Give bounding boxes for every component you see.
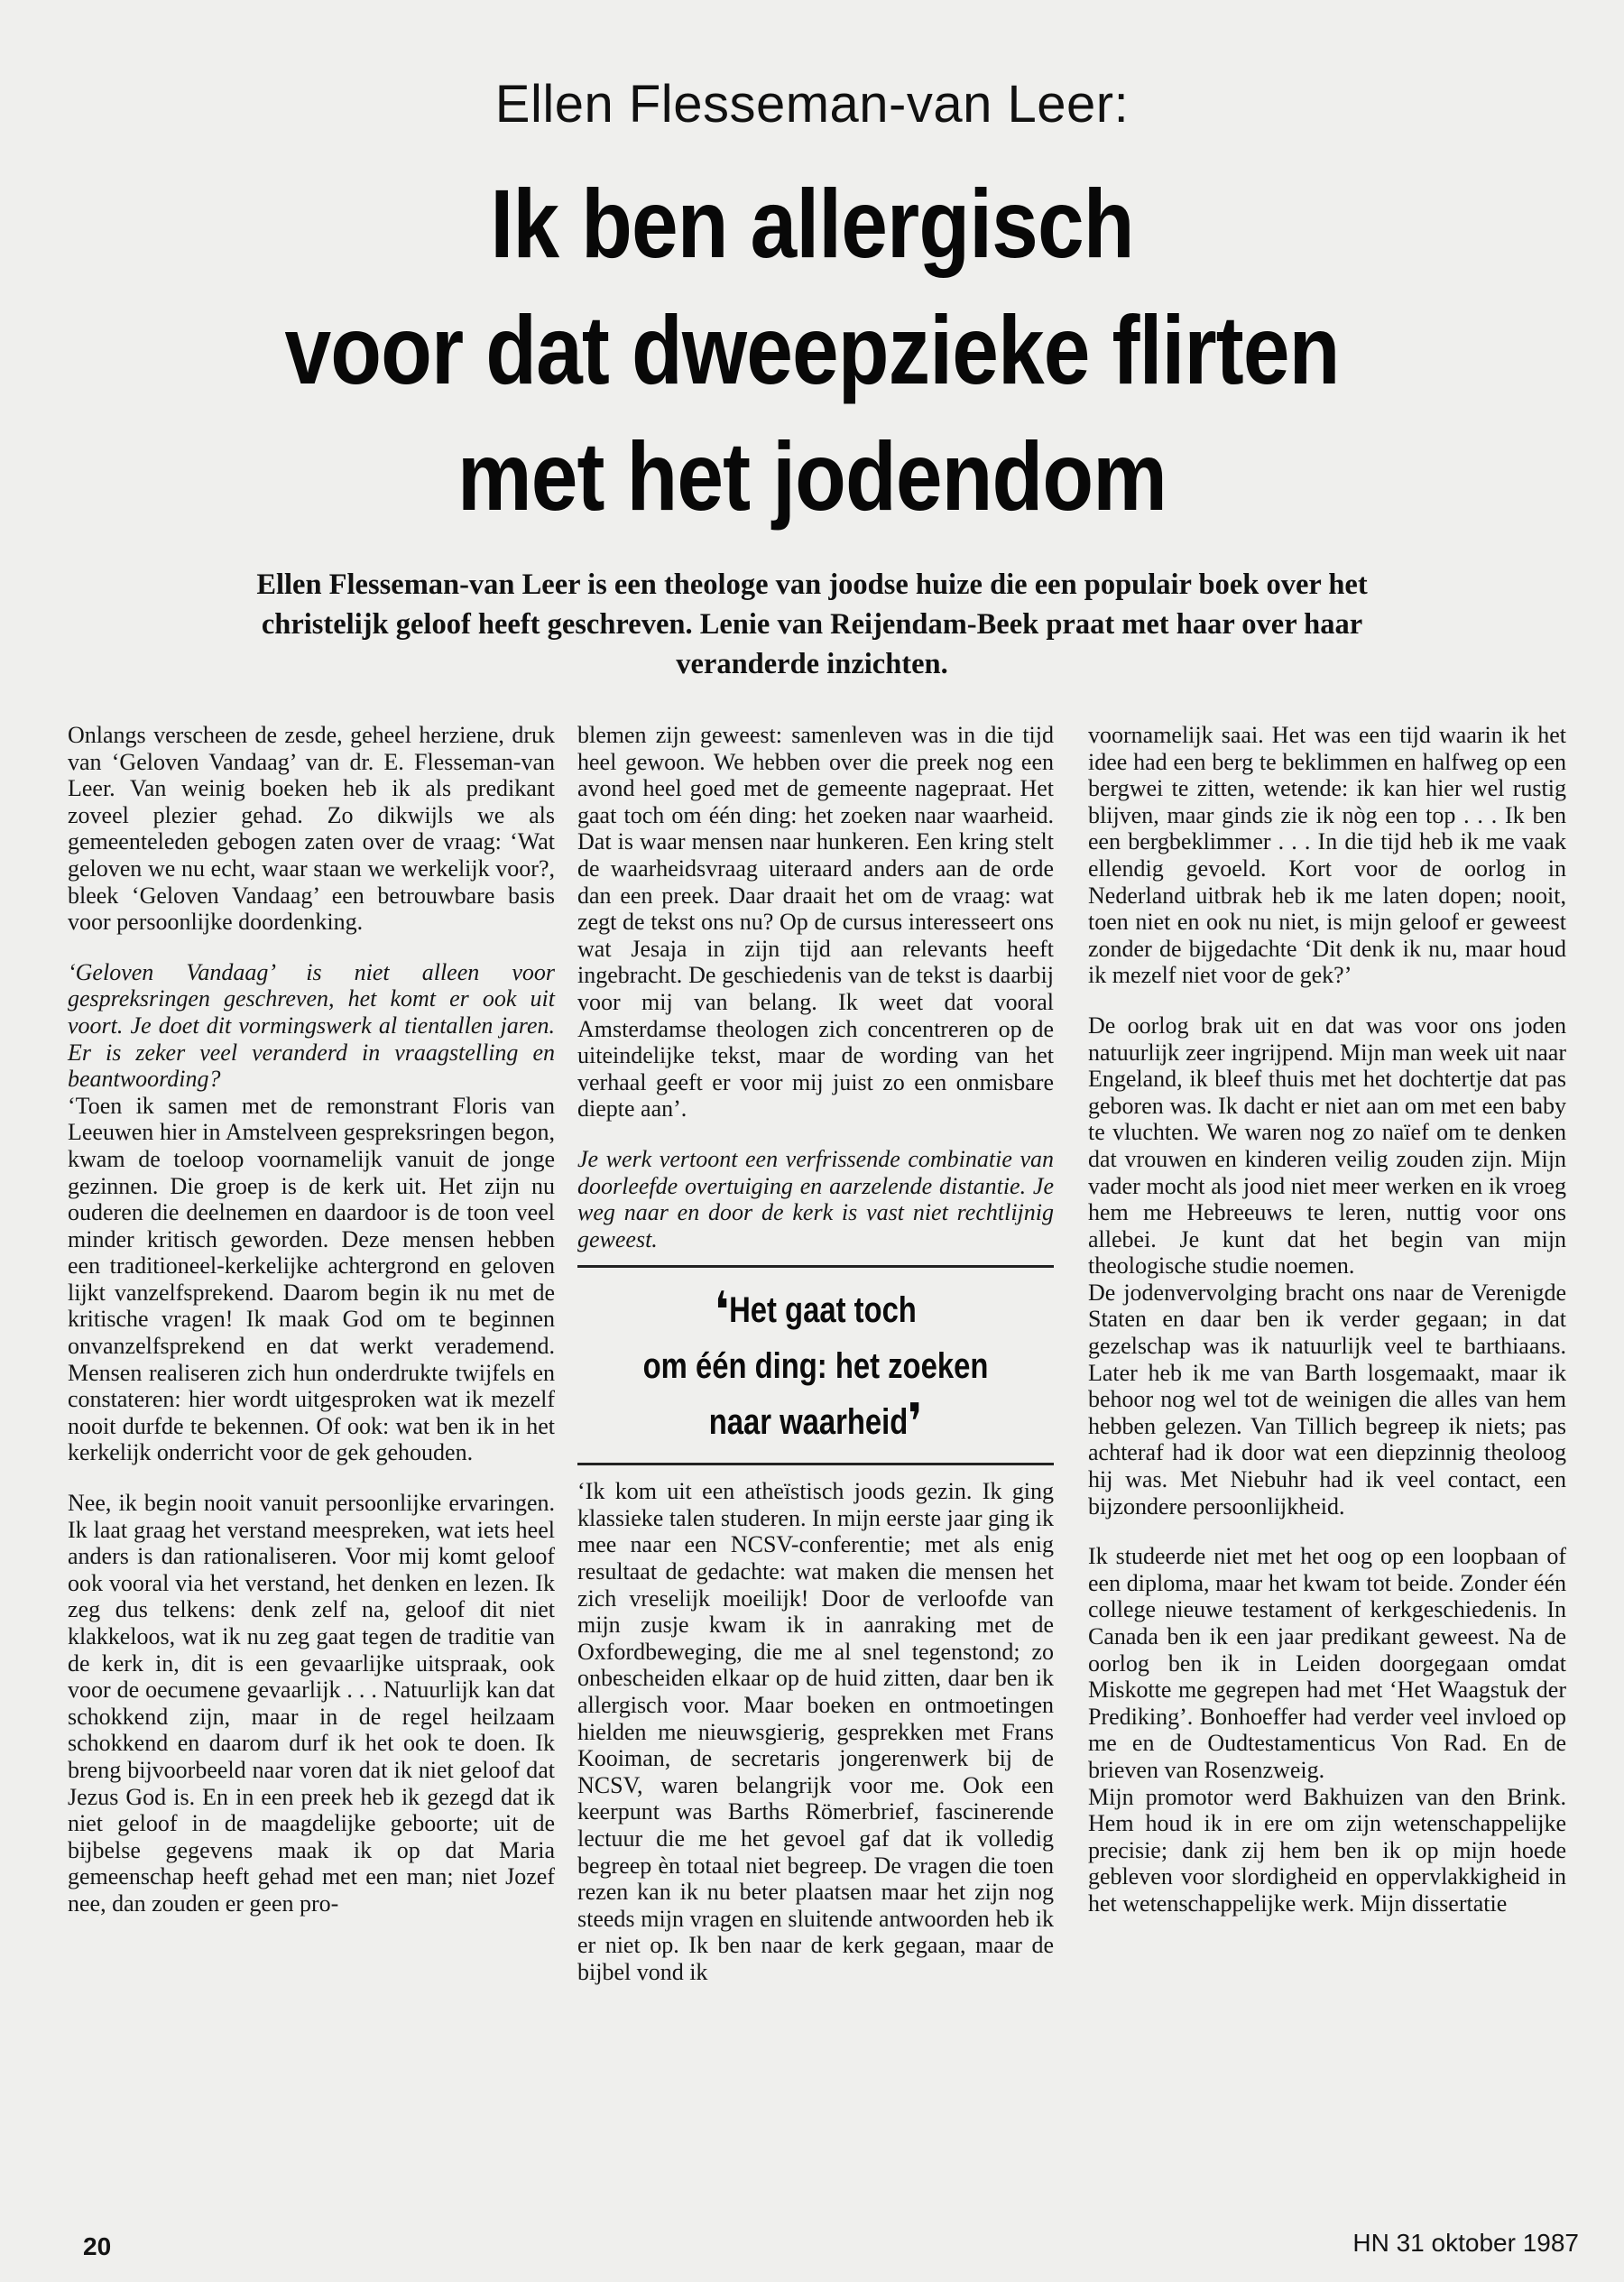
paragraph: Onlangs verscheen de zesde, geheel herziene, druk van ‘Geloven Vandaag’ van dr. E. Flesseman-van Leer. Van weinig boeken heb ik als predikant zoveel plezier gehad. Zo dikwijls we als gemeenteleden gebogen zaten over de vraag: ‘Wat geloven we nu echt, waar staan we werkelijk voor?, bleek ‘Geloven Vandaag’ een betrouwbare basis voor persoonlijke doordenking. [68,722,555,936]
pull-quote-line-1: Het gaat toch [729,1290,917,1331]
interview-question: Je werk vertoont een verfrissende combinatie van doorleefde overtuiging en aarzelende distantie. Je weg naar en door de kerk is vast niet rechtlijnig geweest. [577,1145,1054,1252]
paragraph: Mijn promotor werd Bakhuizen van den Brink. Hem houd ik in ere om zijn wetenschappelijke precisie; dank zij hem ben ik op mijn hoede gebleven voor slordigheid en oppervlakkigheid in het wetenschappelijke werk. Mijn dissertatie [1088,1783,1566,1917]
page-number: 20 [83,2232,112,2260]
paragraph: De oorlog brak uit en dat was voor ons joden natuurlijk zeer ingrijpend. Mijn man week uit naar Engeland, ik bleef thuis met het dochtertje dat pas geboren was. Ik dacht er niet aan om met een baby te vluchten. We waren nog zo naïef om te denken dat vrouwen en kinderen veilig zouden zijn. Mijn vader mocht als jood niet meer werken en ik vroeg hem me Hebreeuws te leren, nuttig voor ons allebei. Je kunt dat het begin van mijn theologische studie noemen. [1088,1012,1566,1280]
headline-line-1: Ik ben allergisch [490,169,1134,278]
paragraph: Nee, ik begin nooit vanuit persoonlijke ervaringen. Ik laat graag het verstand meespreken, wat iets heel anders is dan rationaliseren. Voor mij komt geloof ook vooral via het verstand, het denken en lezen. Ik zeg dus telkens: denk zelf na, geloof dit niet klakkeloos, wat ik nu zeg gaat tegen de traditie van de kerk in, dit is een gevaarlijke uitspraak, ook voor de oecumene gevaarlijk . . . Natuurlijk kan dat schokkend zijn, maar in de regel heilzaam schokkend en daarom durf ik het ook te doen. Ik breng bijvoorbeeld naar voren dat ik niet geloof dat Jezus God is. En in een preek heb ik gezegd dat ik niet geloof in de maagdelijke geboorte; uit de bijbelse gegevens maak ik op dat Maria gemeenschap heeft gehad met een man; niet Jozef nee, dan zouden er geen pro- [68,1490,555,1917]
column-2 [577,722,1054,1986]
column-3 [1088,722,1566,1917]
interview-question: ‘Geloven Vandaag’ is niet alleen voor gespreksringen geschreven, het komt er ook uit voort. Je doet dit vormingswerk al tientallen jaren. Er is zeker veel veranderd in vraagstelling en beantwoording? [68,958,555,1093]
kicker-byline: Ellen Flesseman-van Leer: [494,75,1130,134]
pull-quote-bottom-rule [577,1463,1054,1465]
paragraph: blemen zijn geweest: samenleven was in die tijd heel gewoon. We hebben over die preek nog een avond heel goed met de gemeente nagepraat. Het gaat toch om één ding: het zoeken naar waarheid. Dat is waar mensen naar hunkeren. Een kring stelt de waarheidsvraag uiteraard anders aan de orde dan een preek. Daar draait het om de vraag: wat zegt de tekst ons nu? Op de cursus interesseert ons wat Jesaja in zijn tijd aan relevants heeft ingebracht. De geschiedenis van de tekst is daarbij voor mij van belang. Ik weet dat vooral Amsterdamse theologen zich concentreren op de uiteindelijke tekst, maar de wording van het verhaal geeft er voor mij juist zo een onmisbare diepte aan’. [577,722,1054,1123]
paragraph: voornamelijk saai. Het was een tijd waarin ik het idee had een berg te beklimmen en halfweg op een bergwei te zitten, wetende: ik kan hier wel rustig blijven, maar ginds zie ik nòg een top . . . Ik ben een bergbeklimmer . . . In die tijd heb ik me vaak ellendig gevoeld. Kort voor de oorlog in Nederland uitbrak heb ik me laten dopen; nooit, toen niet en ook nu niet, is mijn geloof er geweest zonder de bijgedachte ‘Dit denk ik nu, maar houd ik mezelf niet voor de gek?’ [1088,722,1566,989]
pull-quote-line-3: naar waarheid [708,1402,909,1443]
open-quote-mark: ❛ [715,1281,730,1339]
intro-lead: Ellen Flesseman-van Leer is een theologe van joodse huize die een populair boek over het christelijk geloof heeft geschreven. Lenie van Reijendam-Beek praat met haar over haar veranderde inzichten. [256,568,1368,680]
pull-quote-line-2: om één ding: het zoeken [642,1346,989,1387]
headline-line-2: voor dat dweepzieke flirten [284,295,1340,404]
paragraph: Ik studeerde niet met het oog op een loopbaan of een diploma, maar het kwam tot beide. Zonder één college nieuwe testament of kerkgeschiedenis. In Canada ben ik een jaar predikant geweest. Na de oorlog ben ik in Leiden doorgegaan omdat Miskotte me gegrepen had met ‘Het Waagstuk der Prediking’. Bonhoeffer had verder veel invloed op me en de Oudtestamenticus Von Rad. En de brieven van Rosenzweig. [1088,1543,1566,1783]
paragraph: De jodenvervolging bracht ons naar de Verenigde Staten en daar ben ik verder gegaan; in dat gezelschap was ik natuurlijk veel te barthiaans. Later heb ik me van Barth losgemaakt, maar ik behoor nog wel tot de weinigen die alles van hem hebben gelezen. Van Tillich begreep ik niets; pas achteraf had ik door wat een diepzinnig theoloog hij was. Met Niebuhr had ik veel contact, een bijzondere persoonlijkheid. [1088,1279,1566,1520]
close-quote-mark: ❜ [908,1393,923,1451]
pull-quote [621,1282,1011,1450]
paragraph: ‘Ik kom uit een atheïstisch joods gezin. Ik ging klassieke talen studeren. In mijn eerste jaar ging ik mee naar een NCSV-conferentie; met als enig resultaat de gedachte: wat maken die mensen het zich vreselijk moeilijk! Door de verloofde van mijn zusje kwam ik in aanraking met de Oxfordbeweging, die me al snel tegenstond; zo onbescheiden elkaar op de huid zitten, daar ben ik allergisch voor. Maar boeken en ontmoetingen hielden me nieuwsgierig, gesprekken met Frans Kooiman, de secretaris jongerenwerk bij de NCSV, waren belangrijk voor me. Ook een keerpunt was Barths Römerbrief, fascinerende lectuur die me het gevoel gaf dat ik volledig begreep èn totaal niet begreep. De vragen die toen rezen kan ik nu beter plaatsen maar het zijn nog steeds mijn vragen en sluitende antwoorden heb ik er niet op. Ik ben naar de kerk gegaan, maar de bijbel vond ik [577,1478,1054,1985]
column-1 [68,722,555,1917]
issue-date: HN 31 oktober 1987 [1352,2229,1579,2257]
headline [161,161,1464,540]
paragraph: ‘Toen ik samen met de remonstrant Floris van Leeuwen hier in Amstelveen gespreksringen begon, kwam de toeloop voornamelijk vanuit de jonge gezinnen. Die groep is de kerk uit. Het zijn nu ouderen die deelnemen en daardoor is de toon veel minder kritisch geworden. Deze mensen hebben een traditioneel-kerkelijke achtergrond en geloven lijkt vanzelfsprekend. Daarom begin ik nu met de kritische vragen! Ik maak God om te beginnen onvanzelfsprekend en dat werkt verademend. Mensen realiseren zich hun onderdrukte twijfels en constateren: hier wordt uitgesproken wat ik mezelf nooit durfde te bekennen. Of ook: wat ben ik in het kerkelijk onderricht voor de gek gehouden. [68,1092,555,1466]
pull-quote-top-rule [577,1265,1054,1268]
headline-line-3: met het jodendom [457,421,1167,531]
